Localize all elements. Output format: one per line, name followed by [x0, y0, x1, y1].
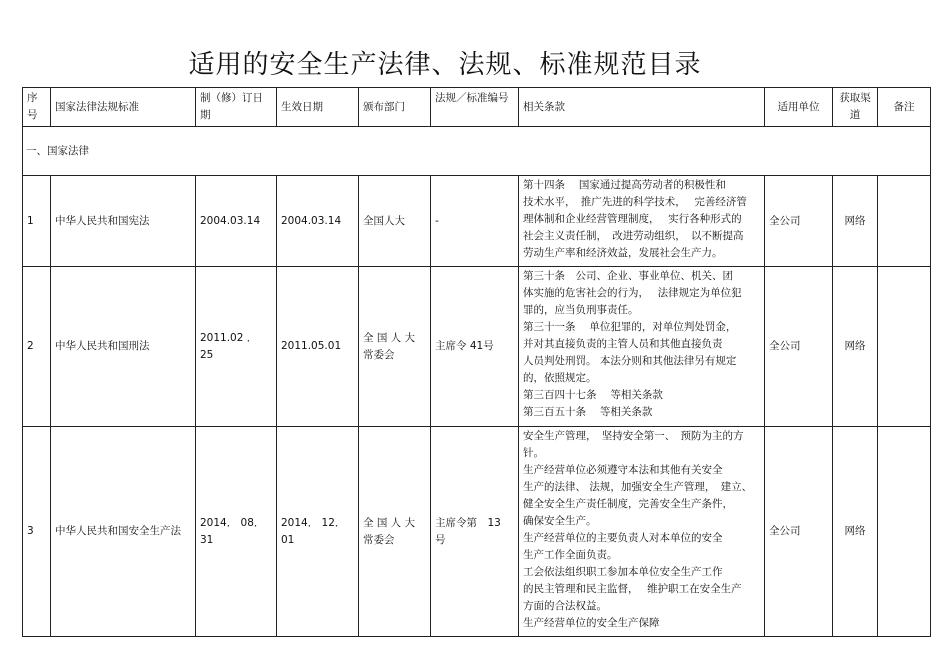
clause-line: 的，依照规定。	[523, 372, 597, 384]
cell-seq: 1	[23, 176, 51, 267]
cell-scope: 全公司	[765, 176, 833, 267]
cell-doc-number: -	[431, 176, 519, 267]
cell-effective-date: 2004.03.14	[277, 176, 359, 267]
section-row	[23, 127, 931, 176]
header-remark: 备注	[878, 88, 931, 127]
cell-revised-date: 2004.03.14	[196, 176, 277, 267]
cell-doc-number: 主席令 41号	[431, 267, 519, 427]
header-seq: 序号	[23, 88, 51, 127]
cell-clauses	[519, 176, 765, 267]
clause-line: 劳动生产率和经济效益，发展社会生产力。	[523, 247, 723, 259]
clause-line: 第三百四十七条 等相关条款	[523, 389, 663, 401]
clause-line: 工会依法组织职工参加本单位安全生产工作	[523, 566, 723, 578]
header-effective-date: 生效日期	[277, 88, 359, 127]
clause-line: 确保安全生产。	[523, 515, 597, 527]
clause-line: 人员判处刑罚。 本法分则和其他法律另有规定	[523, 355, 737, 367]
clause-line: 理体制和企业经营管理制度， 实行各种形式的	[523, 213, 742, 225]
regulations-table	[22, 87, 931, 637]
clause-line: 第三十一条 单位犯罪的，对单位判处罚金，	[523, 321, 737, 333]
cell-clauses	[519, 427, 765, 637]
clause-line: 第十四条 国家通过提高劳动者的积极性和	[523, 179, 726, 191]
cell-channel: 网络	[833, 267, 878, 427]
cell-effective-date: 2014． 12． 01	[277, 427, 359, 637]
cell-scope: 全公司	[765, 427, 833, 637]
cell-name: 中华人民共和国刑法	[51, 267, 196, 427]
cell-revised-date: 2011.02 ． 25	[196, 267, 277, 427]
cell-scope: 全公司	[765, 267, 833, 427]
cell-name: 中华人民共和国安全生产法	[51, 427, 196, 637]
clause-line: 第三百五十条 等相关条款	[523, 406, 653, 418]
header-issuer: 颁布部门	[359, 88, 431, 127]
header-channel: 获取渠道	[833, 88, 878, 127]
cell-remark	[878, 176, 931, 267]
clause-line: 技术水平， 推广先进的科学技术， 完善经济管	[523, 196, 747, 208]
cell-seq: 2	[23, 267, 51, 427]
clause-line: 生产工作全面负责。	[523, 549, 618, 561]
cell-doc-number: 主席令第 13 号	[431, 427, 519, 637]
document-title: 适用的安全生产法律、法规、标准规范目录	[188, 50, 702, 80]
clause-line: 体实施的危害社会的行为， 法律规定为单位犯	[523, 287, 742, 299]
clause-line: 的民主管理和民主监督， 维护职工在安全生产	[523, 583, 742, 595]
clause-line: 安全生产管理， 坚持安全第一、 预防为主的方	[523, 430, 744, 442]
clause-line: 并对其直接负责的主管人员和其他直接负责	[523, 338, 723, 350]
clause-line: 社会主义责任制， 改进劳动组织， 以不断提高	[523, 230, 744, 242]
clause-line: 生产的法律、 法规，加强安全生产管理， 建立、	[523, 481, 753, 493]
cell-issuer: 全 国 人 大 常委会	[359, 267, 431, 427]
cell-name: 中华人民共和国宪法	[51, 176, 196, 267]
cell-channel: 网络	[833, 176, 878, 267]
clause-line: 健全安全生产责任制度，完善安全生产条件，	[523, 498, 733, 510]
clause-line: 生产经营单位的安全生产保障	[523, 617, 660, 629]
cell-clauses	[519, 267, 765, 427]
header-revised-date: 制（修）订日期	[196, 88, 277, 127]
table-row	[23, 176, 931, 267]
cell-remark	[878, 427, 931, 637]
cell-seq: 3	[23, 427, 51, 637]
section-title: 一、国家法律	[23, 127, 931, 176]
header-doc-number: 法规／标准编号	[431, 88, 519, 127]
cell-revised-date: 2014． 08． 31	[196, 427, 277, 637]
clause-line: 罪的，应当负刑事责任。	[523, 304, 639, 316]
table-row	[23, 427, 931, 637]
header-name: 国家法律法规标准	[51, 88, 196, 127]
cell-channel: 网络	[833, 427, 878, 637]
clause-line: 针。	[523, 447, 544, 459]
header-scope: 适用单位	[765, 88, 833, 127]
cell-remark	[878, 267, 931, 427]
table-header-row	[23, 88, 931, 127]
table-row	[23, 267, 931, 427]
clause-line: 第三十条 公司、企业、事业单位、机关、团	[523, 270, 733, 282]
clause-line: 生产经营单位必须遵守本法和其他有关安全	[523, 464, 723, 476]
cell-issuer: 全国人大	[359, 176, 431, 267]
cell-effective-date: 2011.05.01	[277, 267, 359, 427]
header-clauses: 相关条款	[519, 88, 765, 127]
clause-line: 生产经营单位的主要负责人对本单位的安全	[523, 532, 723, 544]
cell-issuer: 全 国 人 大 常委会	[359, 427, 431, 637]
clause-line: 方面的合法权益。	[523, 600, 607, 612]
